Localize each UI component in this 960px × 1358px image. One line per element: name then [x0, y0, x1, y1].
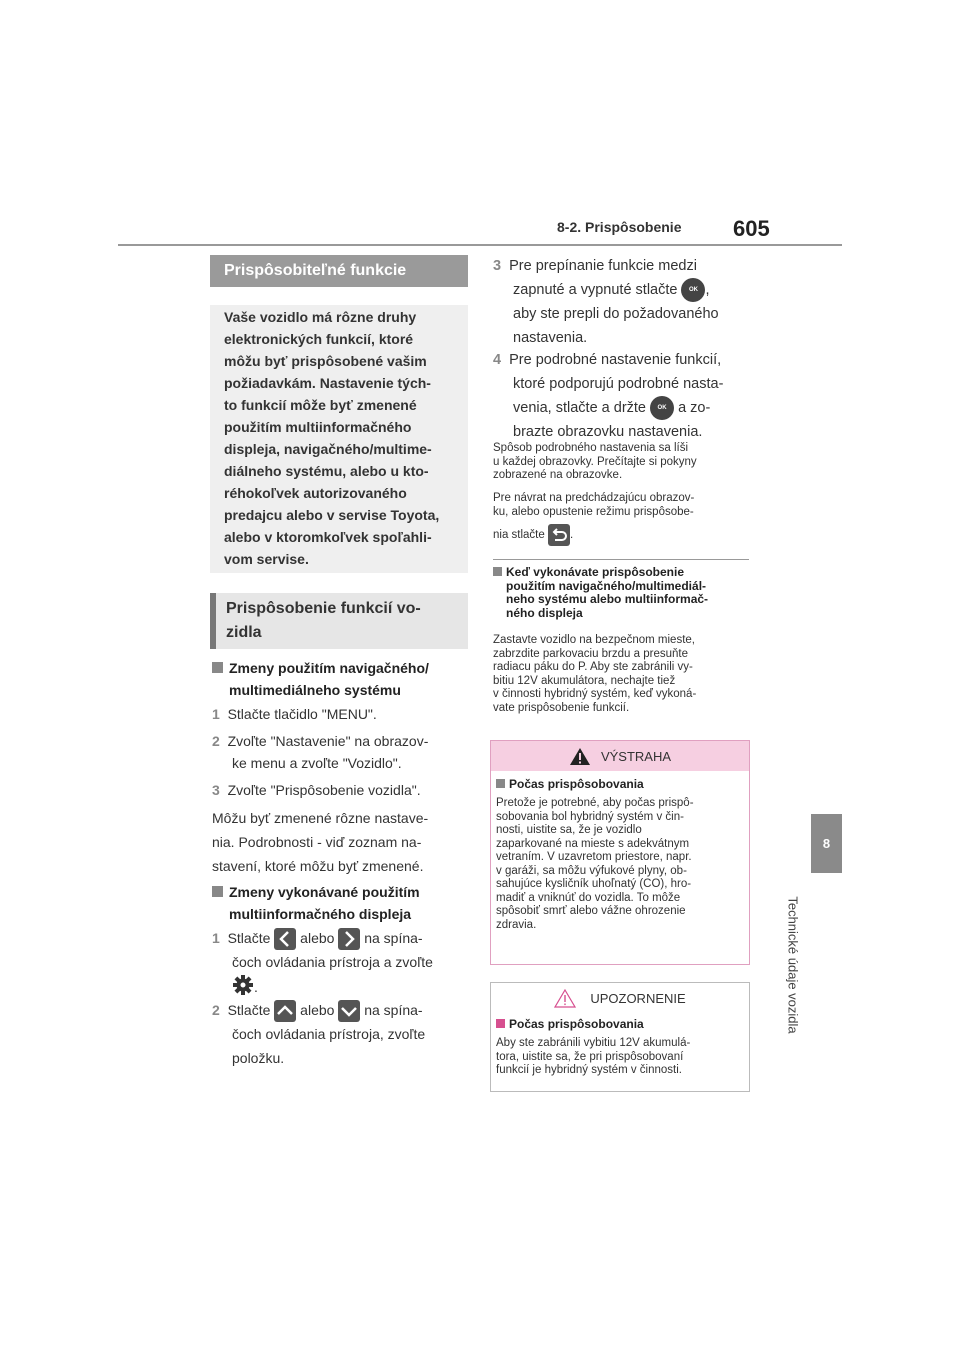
intro-line: diálneho systému, alebo u kto-	[224, 463, 429, 479]
notice-box	[490, 982, 750, 1092]
header-rule	[118, 244, 842, 246]
intro-line: alebo v ktoromkoľvek spoľahli-	[224, 529, 432, 545]
warning-text: Pretože je potrebné, aby počas prispô- sobovania bol hybridný systém v čin- nosti, uistite sa, že je vozidlo zaparkované na mieste s adekvátnym vetraním. V uzavretom priestore, napr. v garáži, sa môžu výfukové plyny, ob- sahujúce kysličník uhoľnatý (CO), hro- madiť a vniknúť do vozidla. To môže spôsobiť smrť alebo vážne ohrozenie zdravia.	[496, 797, 694, 931]
intro-line: predajcu alebo v servise Toyota,	[224, 507, 440, 523]
bullet-square-icon	[493, 567, 502, 576]
warning-triangle-icon	[569, 747, 591, 766]
page-number: 605	[733, 216, 770, 241]
notice-header	[491, 983, 749, 1013]
step-1-2: 2 Zvoľte "Nastavenie" na obrazov- ke menu a zvoľte "Vozidlo".	[212, 733, 429, 771]
intro-line: displeja, navigačného/multime-	[224, 441, 432, 457]
chapter-title: Technické údaje vozidla	[785, 896, 801, 1034]
bullet-square-icon	[496, 779, 505, 788]
step-2-2: 2 Stlačte alebo na spína- čoch ovládania prístroja, zvoľte položku.	[212, 1002, 426, 1067]
paragraph-detailed-settings: Spôsob podrobného nastavenia sa líši u každej obrazovky. Prečítajte si pokyny zobrazené na obrazovke.	[493, 442, 697, 481]
section-heading-vehicle-customization	[210, 593, 468, 649]
warning-box	[490, 740, 750, 965]
back-button-icon	[548, 524, 570, 546]
subheading-when-customizing: Keď vykonávate prispôsobenie použitím navigačného/multimediál- neho systému alebo multiinformač- ného displeja	[493, 566, 755, 620]
divider	[493, 559, 749, 560]
intro-line: môžu byť prispôsobené vašim	[224, 353, 427, 369]
intro-line: to funkcií môže byť zmenené	[224, 397, 417, 413]
step-1-3: 3 Zvoľte "Prispôsobenie vozidla".	[212, 782, 421, 798]
right-arrow-button-icon	[338, 928, 360, 950]
paragraph-return: Pre návrat na predchádzajúcu obrazov- ku, alebo opustenie režimu prispôsobe- nia stlačte .	[493, 492, 753, 546]
caution-triangle-icon	[554, 989, 576, 1008]
intro-line: elektronických funkcií, ktoré	[224, 331, 414, 347]
notice-subheading: Počas prispôsobovania	[496, 1017, 745, 1031]
notice-text: Aby ste zabránili vybitiu 12V akumulá- tora, uistite sa, že pri prispôsobovaní funkcií je hybridný systém v činnosti.	[496, 1037, 691, 1076]
warning-header	[491, 741, 749, 771]
intro-line: použitím multiinformačného	[224, 419, 412, 435]
step-1-1: 1 Stlačte tlačidlo "MENU".	[212, 706, 377, 722]
heading-line: zidla	[226, 624, 262, 641]
paragraph-settings: Môžu byť zmenené rôzne nastave- nia. Podrobnosti - viď zoznam na- stavení, ktoré môžu byť zmenené.	[212, 810, 429, 874]
bullet-square-icon	[212, 886, 223, 897]
up-arrow-button-icon	[274, 1000, 296, 1022]
step-4: 4 Pre podrobné nastavenie funkcií, ktoré podporujú podrobné nasta- venia, stlačte a držte OK a zo- brazte obrazovku nastavenia.	[493, 352, 724, 441]
ok-button-icon: OK	[650, 396, 674, 420]
intro-line: vom servise.	[224, 551, 309, 567]
step-2-1: 1 Stlačte alebo na spína- čoch ovládania prístroja a zvoľte .	[212, 926, 474, 1003]
intro-line: réhokoľvek autorizovaného	[224, 485, 407, 501]
bullet-square-icon	[496, 1019, 505, 1028]
warning-subheading: Počas prispôsobovania	[496, 777, 745, 791]
subheading-navigation: Zmeny použitím navigačného/ multimediálneho systému	[212, 657, 472, 701]
intro-line: požiadavkám. Nastavenie tých-	[224, 375, 431, 391]
chapter-tab[interactable]	[811, 814, 842, 873]
left-arrow-button-icon	[274, 928, 296, 950]
step-3: 3 Pre prepínanie funkcie medzi zapnuté a vypnuté stlačte OK , aby ste prepli do požadovaného nastavenia.	[493, 258, 719, 347]
intro-line: Vaše vozidlo má rôzne druhy	[224, 309, 417, 325]
subheading-multi-information-display: Zmeny vykonávané použitím multiinformačného displeja	[212, 881, 472, 925]
paragraph-stop-vehicle: Zastavte vozidlo na bezpečnom mieste, zabrzdite parkovaciu brzdu a presuňte radiacu páku do P. Aby ste zabránili vy- bitiu 12V akumulátora, nechajte tiež v činnosti hybridný systém, keď vykoná- vate prispôsobenie funkcií.	[493, 634, 697, 714]
down-arrow-button-icon	[338, 1000, 360, 1022]
bullet-square-icon	[212, 662, 223, 673]
heading-line: Prispôsobenie funkcií vo-	[226, 600, 421, 617]
running-header-section: 8-2. Prispôsobenie	[557, 219, 682, 235]
notice-title: UPOZORNENIE	[590, 990, 686, 1006]
ok-button-icon: OK	[681, 278, 705, 302]
section-heading-customizable-features: Prispôsobiteľné funkcie	[210, 255, 468, 287]
chapter-number: 8	[822, 836, 831, 851]
intro-box	[210, 305, 468, 573]
warning-title: VÝSTRAHA	[600, 748, 672, 764]
chapter-title-vertical	[787, 882, 799, 1048]
